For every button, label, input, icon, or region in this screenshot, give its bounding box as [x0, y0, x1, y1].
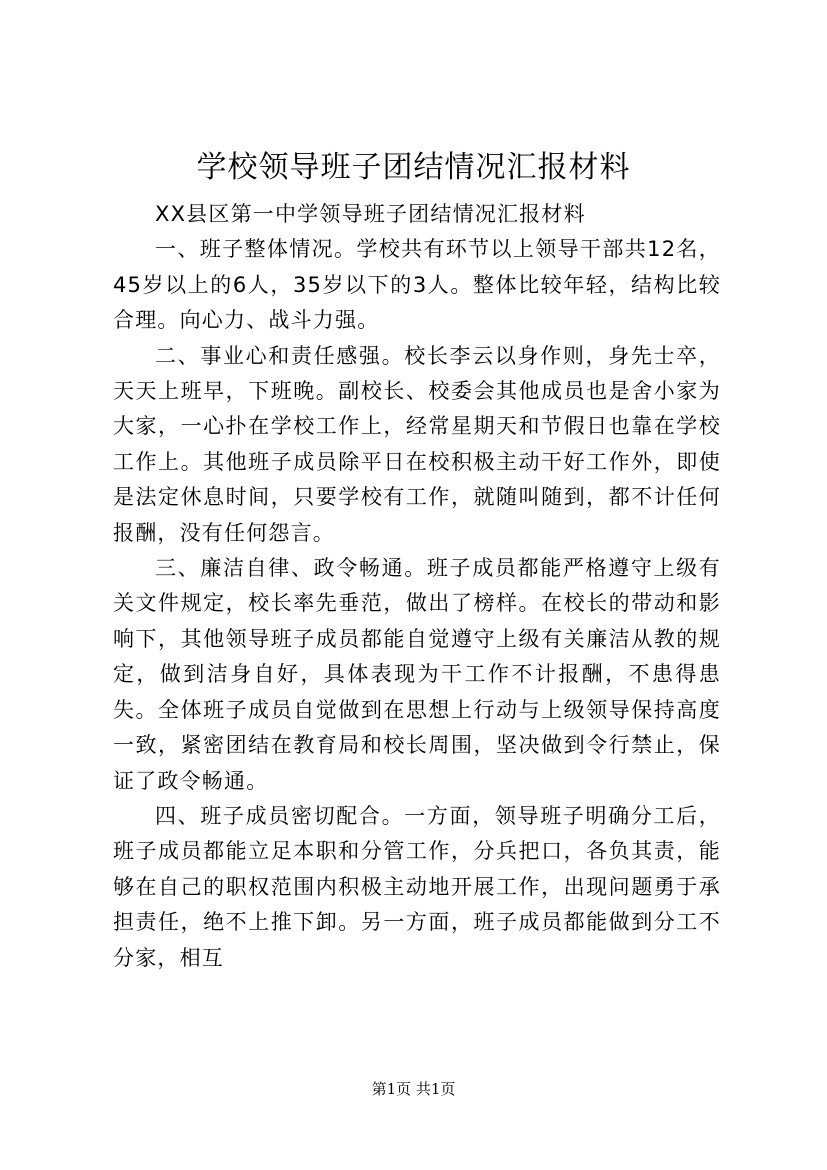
- paragraph-integrity: 三、廉洁自律、政令畅通。班子成员都能严格遵守上级有关文件规定，校长率先垂范，做出了榜样。在校长的带动和影响下，其他领导班子成员都能自觉遵守上级有关廉洁从教的规定，做到洁身自好，具体表现为干工作不计报酬，不患得患失。全体班子成员自觉做到在思想上行动与上级领导保持高度一致，紧密团结在教育局和校长周围，坚决做到令行禁止，保证了政令畅通。: [113, 556, 721, 793]
- page-number-footer: 第1页 共1页: [371, 1080, 456, 1098]
- paragraph-cooperation: 四、班子成员密切配合。一方面，领导班子明确分工后，班子成员都能立足本职和分管工作，分兵把口，各负其责，能够在自己的职权范围内积极主动地开展工作，出现问题勇于承担责任，绝不上推下卸。另一方面，班子成员都能做到分工不分家，相互: [113, 803, 721, 970]
- paragraph-sense-of-responsibility: 二、事业心和责任感强。校长李云以身作则，身先士卒，天天上班早，下班晚。副校长、校委会其他成员也是舍小家为大家，一心扑在学校工作上，经常星期天和节假日也靠在学校工作上。其他班子成员除平日在校积极主动干好工作外，即使是法定休息时间，只要学校有工作，就随叫随到，都不计任何报酬，没有任何怨言。: [113, 343, 721, 545]
- document-title: 学校领导班子团结情况汇报材料: [196, 150, 631, 185]
- document-subtitle-paragraph: XX县区第一中学领导班子团结情况汇报材料: [155, 202, 586, 226]
- paragraph-overall-situation: 一、班子整体情况。学校共有环节以上领导干部共12名，45岁以上的6人，35岁以下的3人。整体比较年轻，结构比较合理。向心力、战斗力强。: [113, 237, 721, 333]
- document-body: [113, 197, 721, 976]
